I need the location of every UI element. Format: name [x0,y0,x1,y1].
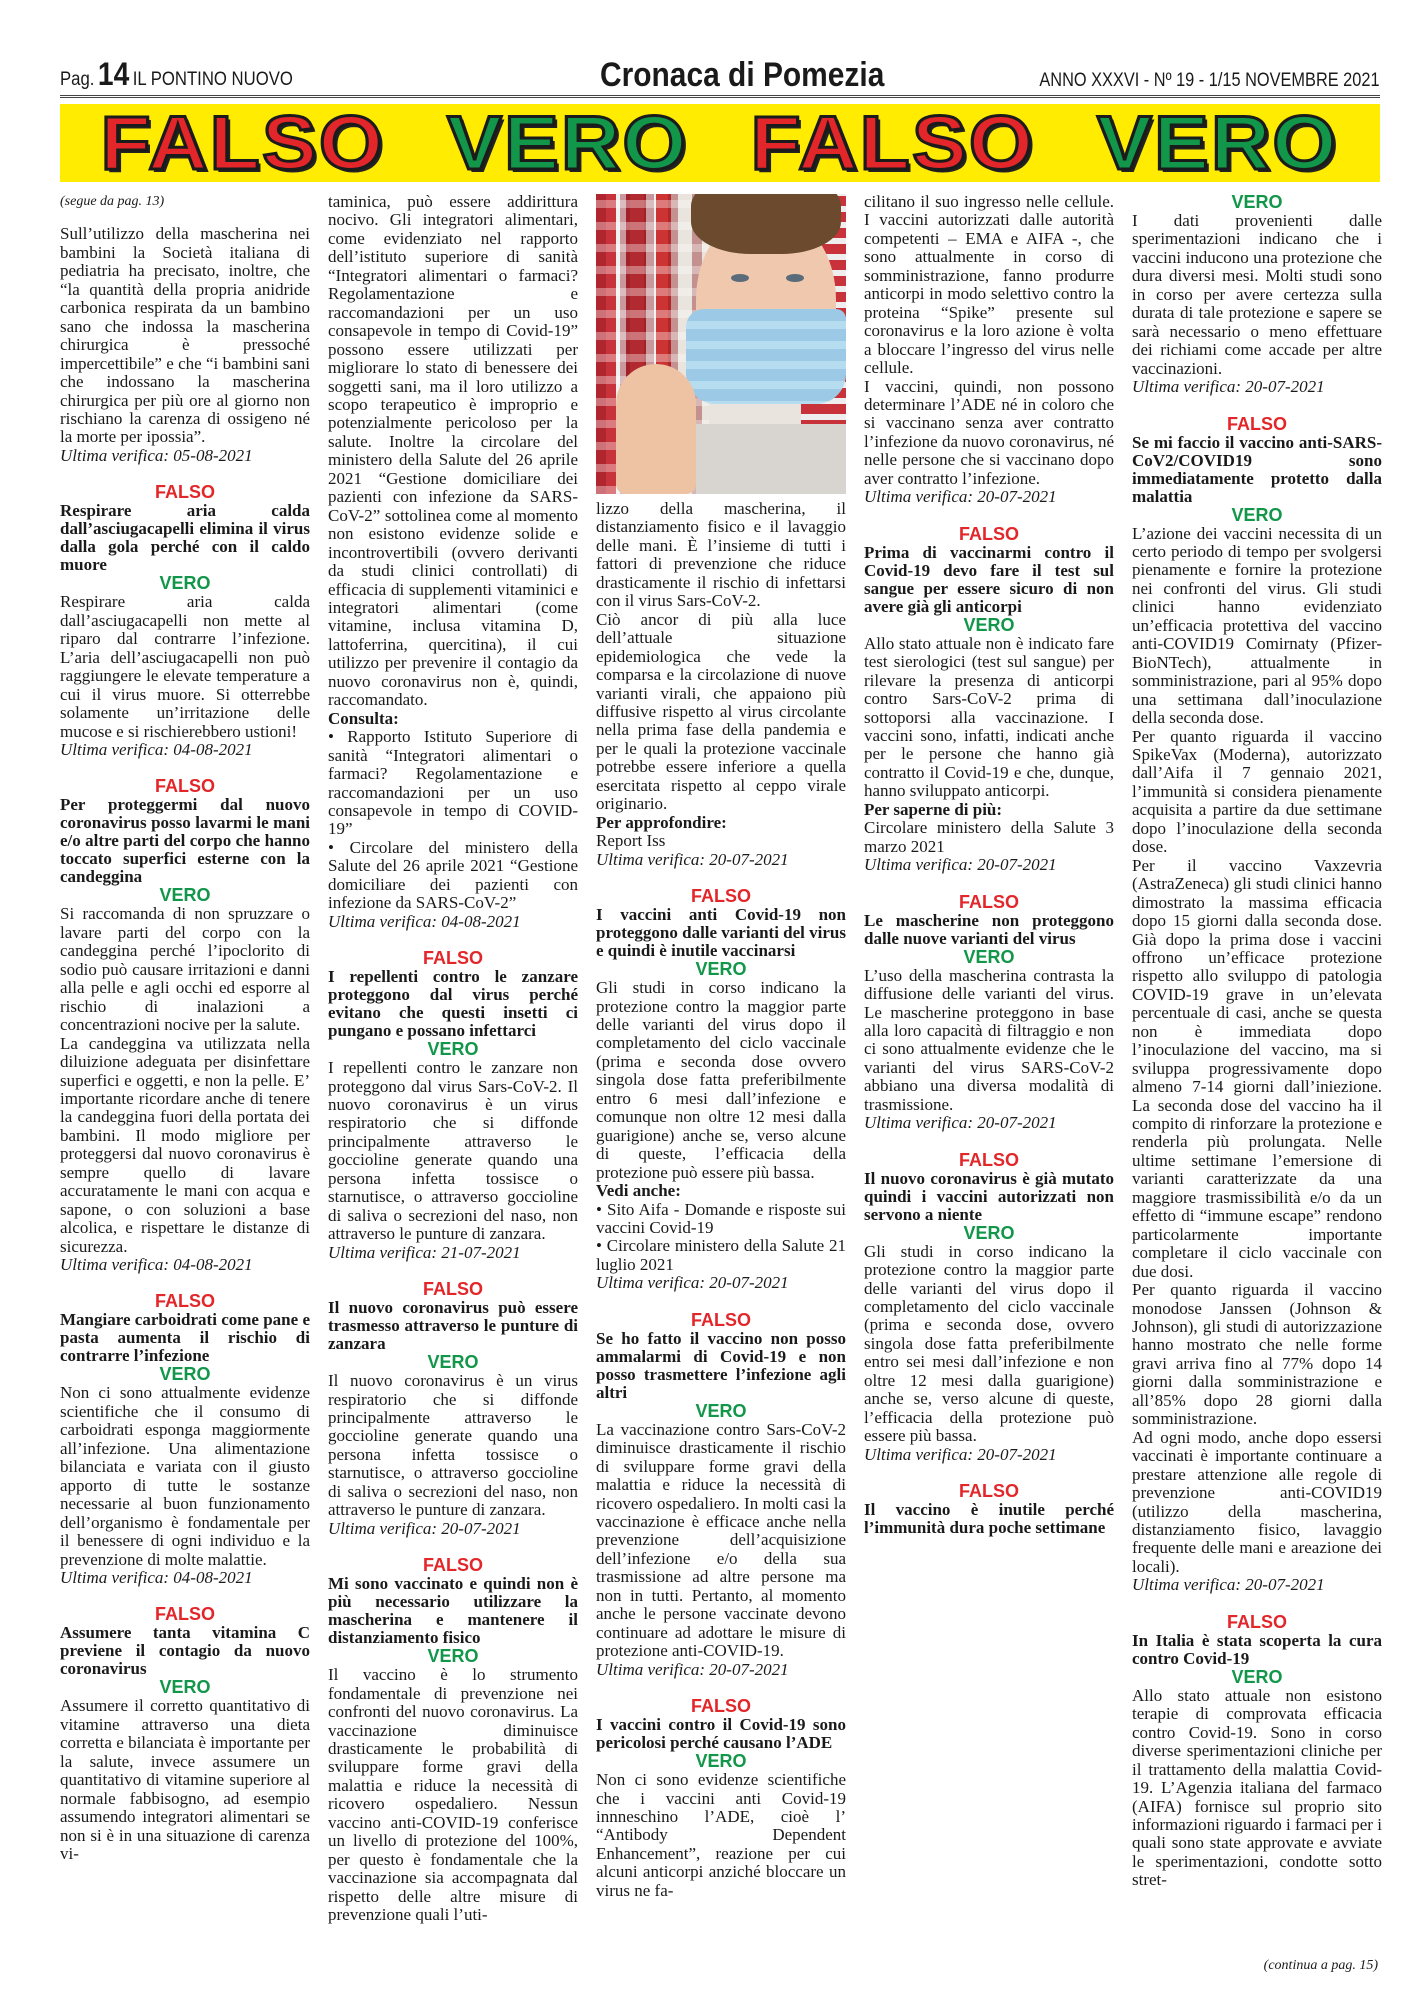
issue-info: ANNO XXXVI - Nº 19 - 1/15 NOVEMBRE 2021 [1039,70,1380,91]
falso-label: FALSO [690,1696,751,1717]
claim-headline: In Italia è stata scoperta la cura contro Covid-19 [1132,1630,1382,1668]
hair [691,194,841,254]
vero-label: VERO [963,1222,1015,1243]
falso-label: FALSO [958,891,1019,912]
paragraph: • Sito Aifa - Domande e risposte sui vaccini Covid-19 [596,1199,846,1237]
hand [616,364,696,494]
banner-word: VERO [446,100,689,186]
publication-name: IL PONTINO NUOVO [132,69,293,90]
paragraph: Non ci sono attualmente evidenze scientifiche che il consumo di carboidrati esponga maggiormente all’infezione. Una alimentazione bilanciata e variata con il giusto apporto di tutte le sostanze necessarie al buon funzionamento dell’organismo è fondamentale per il benessere di ogni individuo e la prevenzione di molte malattie. [60,1383,310,1569]
vero-label: VERO [427,1646,479,1667]
vero-label: VERO [159,573,211,594]
paragraph: Gli studi in corso indicano la protezione contro la maggior parte delle varianti del virus dopo il completamento del ciclo vaccinale (prima e seconda dose, ovvero singola dose fatta preferibilmente entro sei mesi dall’infezione e non oltre 12 mesi dalla guarigione) anche se, verso alcune di queste, l’efficacia della protezione può essere più bassa. [864,1241,1114,1446]
falso-label: FALSO [690,1309,751,1330]
paragraph: Respirare aria calda dall’asciugacapelli non mette al riparo dal contrarre l’infezione. L’aria dell’asciugacapelli non può raggiungere le elevate temperature a cui il virus muore. Si otterrebbe solamente un’irritazione delle mucose e si rischierebbero ustioni! [60,592,310,741]
last-verified-date: Ultima verifica: 20-07-2021 [864,1444,1057,1464]
surgical-mask [686,309,846,404]
vero-label: VERO [963,614,1015,635]
subheading: Per saperne di più: [864,799,1003,819]
claim-headline: Mi sono vaccinato e quindi non è più necessario utilizzare la mascherina e mantenere il distanziamento fisico [328,1574,578,1648]
continued-from-note: (segue da pag. 13) [60,194,165,209]
last-verified-date: Ultima verifica: 20-07-2021 [864,855,1057,875]
falso-label: FALSO [1226,1611,1287,1632]
claim-headline: Il nuovo coronavirus può essere trasmesso attraverso le punture di zanzara [328,1298,578,1354]
paragraph: cilitano il suo ingresso nelle cellule. I vaccini autorizzati dalle autorità competenti – EMA e AIFA -, che sono attualmente in corso di somministrazione, fanno produrre anticorpi in modo selettivo contro la proteina “Spike” presente sul coronavirus e la loro azione è volta a bloccare l’ingresso del virus nelle cellule. [864,192,1114,378]
last-verified-date: Ultima verifica: 20-07-2021 [328,1518,521,1538]
last-verified-date: Ultima verifica: 21-07-2021 [328,1242,521,1262]
paragraph: Il vaccino è lo strumento fondamentale di prevenzione nei confronti del nuovo coronavirus. La vaccinazione diminuisce drasticamente le probabilità di sviluppare forme gravi della malattia e riduce la necessità di ricovero ospedaliero. Nessun vaccino anti-COVID-19 conferisce un livello di protezione del 100%, per questo è fondamentale che la vaccinazione sia accompagnata dal rispetto delle altre misure di prevenzione quali l’uti- [328,1665,578,1925]
paragraph: Ad ogni modo, anche dopo essersi vaccinati è importante continuare a prestare attenzione alle regole di prevenzione anti-COVID19 (utilizzo della mascherina, distanziamento fisico, lavaggio frequente delle mani e areazione dei locali). [1132,1427,1382,1576]
child-with-mask-photo [596,194,846,494]
paragraph: I dati provenienti dalle sperimentazioni indicano che i vaccini inducono una protezione che dura diversi mesi. Molti studi sono in corso per avere certezza sulla durata di tale protezione e sapere se sarà necessario o meno effettuare dei richiami come accade per altre vaccinazioni. [1132,211,1382,378]
vero-label: VERO [159,885,211,906]
falso-label: FALSO [958,523,1019,544]
claim-headline: Se ho fatto il vaccino non posso ammalarmi di Covid-19 e non posso trasmettere l’infezione agli altri [596,1328,846,1402]
claim-headline: Mangiare carboidrati come pane e pasta aumenta il rischio di contrarre l’infezione [60,1310,310,1366]
falso-label: FALSO [422,1555,483,1576]
falso-label: FALSO [154,482,215,503]
paragraph: L’uso della mascherina contrasta la diffusione delle varianti del virus. Le mascherine proteggono in base alla loro capacità di filtraggio e non ci sono attualmente evidenze che le varianti del virus SARS-CoV-2 abbiano una diversa modalità di trasmissione. [864,965,1114,1114]
claim-headline: Le mascherine non proteggono dalle nuove varianti del virus [864,910,1114,948]
column-4 [864,193,1114,1537]
eye [731,274,749,282]
paragraph: L’azione dei vaccini necessita di un certo periodo di tempo per svolgersi pienamente e fornire la protezione nei confronti del virus. Gli studi clinici hanno evidenziato un’efficacia protettiva del vaccino anti-COVID19 Comirnaty (Pfizer-BioNTech), attualmente in somministrazione, pari al 95% dopo una settimana dall’inoculazione della seconda dose. [1132,523,1382,728]
falso-label: FALSO [154,1604,215,1625]
falso-label: FALSO [422,948,483,969]
vero-label: VERO [159,1364,211,1385]
vero-label: VERO [159,1677,211,1698]
claim-headline: Prima di vaccinarmi contro il Covid-19 devo fare il test sul sangue per essere sicuro di non avere già gli anticorpi [864,542,1114,616]
paragraph: La candeggina va utilizzata nella diluizione adeguata per disinfettare superfici e oggetti, e non la pelle. E’ importante ricordare anche di tenere la candeggina fuori della portata dei bambini. Il modo migliore per proteggersi dal nuovo coronavirus è sempre quello di lavare accuratamente le mani con acqua e sapone, o con soluzioni a base alcolica, e rispettare le distanze di sicurezza. [60,1033,310,1256]
vero-label: VERO [1231,504,1283,525]
claim-headline: I vaccini contro il Covid-19 sono pericolosi perché causano l’ADE [596,1715,846,1753]
paragraph: Allo stato attuale non esistono terapie di comprovata efficacia contro Covid-19. Sono in corso diverse sperimentazioni cliniche per il trattamento della malattia Covid-19. L’Agenzia italiana del farmaco (AIFA) fornisce sul proprio sito informazioni riguardo i farmaci per i quali sono state approvate e avviate le sperimentazioni, condotte sotto stret- [1132,1685,1382,1890]
last-verified-date: Ultima verifica: 04-08-2021 [60,1255,253,1275]
falso-label: FALSO [958,1481,1019,1502]
claim-headline: Per proteggermi dal nuovo coronavirus posso lavarmi le mani e/o altre parti del corpo che hanno toccato superfici esterne con la candeggina [60,795,310,887]
last-verified-date: Ultima verifica: 20-07-2021 [596,1659,789,1679]
page-header [60,58,1380,98]
eye [786,274,804,282]
paragraph: Ciò ancor di più alla luce dell’attuale situazione epidemiologica che vede la comparsa e la circolazione di nuove varianti virali, che appaiono più diffusive rispetto al virus circolante nella prima fase della pandemia e per le quali la protezione vaccinale potrebbe essere inferiore a quella esercitata rispetto al ceppo virale originario. [596,609,846,814]
paragraph: Il nuovo coronavirus è un virus respiratorio che si diffonde principalmente attraverso le goccioline generate quando una persona infetta tossisce o starnutisce, o attraverso goccioline di saliva o secrezioni del naso, non attraverso le punture di zanzara. [328,1371,578,1520]
paragraph: • Rapporto Istituto Superiore di sanità “Integratori alimentari o farmaci? Regolamentazione e raccomandazioni per un uso consapevole in tempo di COVID-19” [328,727,578,839]
claim-headline: I repellenti contro le zanzare proteggono dal virus perché evitano che questi insetti ci pungano e possano infettarci [328,967,578,1041]
banner-word: VERO [1096,100,1339,186]
pag-label: Pag. [60,69,95,90]
page-info [60,56,293,93]
paragraph: • Circolare ministero della Salute 21 luglio 2021 [596,1236,846,1274]
last-verified-date: Ultima verifica: 04-08-2021 [328,911,521,931]
claim-headline: Il nuovo coronavirus è già mutato quindi i vaccini autorizzati non servono a niente [864,1168,1114,1224]
banner-word: FALSO [100,100,385,186]
vero-label: VERO [1231,192,1283,212]
column-5 [1132,193,1382,1890]
claim-headline: Il vaccino è inutile perché l’immunità dura poche settimane [864,1500,1114,1538]
column-1 [60,193,310,1864]
paragraph: Circolare ministero della Salute 3 marzo 2021 [864,818,1114,856]
paragraph: taminica, può essere addirittura nocivo. Gli integratori alimentari, come evidenziato nel rapporto dell’istituto superiore di sanità “Integratori alimentari o farmaci? Regolamentazione e raccomandazioni per un uso consapevole in tempo di Covid-19” possono essere utilizzati per migliorare lo stato di benessere dei soggetti sani, ma il loro utilizzo a scopo terapeutico è improprio e potenzialmente pericoloso per la salute. Inoltre la circolare del ministero della Salute del 26 aprile 2021 “Gestione domiciliare dei pazienti con infezione da SARS-CoV-2” sottolinea come al momento non esistono evidenze solide e incontrovertibili (ovvero derivanti da studi clinici controllati) di efficacia di supplementi vitaminici e integratori alimentari (come vitamine, inclusa vitamina D, lattoferrina, quercitina), il cui utilizzo per prevenire il contagio da nuovo coronavirus non è, quindi, raccomandato. [328,192,578,710]
subheading: Per approfondire: [596,812,727,832]
claim-headline: Respirare aria calda dall’asciugacapelli elimina il virus dalla gola perché con il caldo muore [60,501,310,575]
paragraph: Allo stato attuale non è indicato fare test sierologici (test sul sangue) per rilevare la presenza di anticorpi contro Sars-CoV-2 prima di sottoporsi alla vaccinazione. I vaccini sono, infatti, indicati anche per le persone che hanno già contratto il Covid-19 e che, dunque, hanno sviluppato anticorpi. [864,633,1114,801]
page-number: 14 [97,56,130,92]
paragraph: Gli studi in corso indicano la protezione contro la maggior parte delle varianti del virus dopo il completamento del ciclo vaccinale (prima e seconda dose ovvero singola dose fatta preferibilmente entro 6 mesi dall’infezione e comunque non oltre 12 mesi dalla guarigione) anche se, verso alcune di queste, l’efficacia della protezione può essere più bassa. [596,978,846,1182]
paragraph: • Circolare del ministero della Salute del 26 aprile 2021 “Gestione domiciliare dei pazienti con infezione da SARS-CoV-2” [328,837,578,913]
paragraph: I vaccini, quindi, non possono determinare l’ADE né in coloro che si vaccinano senza aver contratto l’infezione da nuovo coronavirus, né nelle persone che si vaccinano dopo aver contratto l’infezione. [864,376,1114,488]
last-verified-date: Ultima verifica: 20-07-2021 [864,487,1057,507]
paragraph: Per quanto riguarda il vaccino SpikeVax (Moderna), autorizzato dall’Aifa il 7 gennaio 2021, l’immunità si considera pienamente acquisita a partire da due settimane dopo l’inoculazione della seconda dose. [1132,726,1382,857]
falso-label: FALSO [422,1279,483,1300]
falso-vero-banner [60,100,1380,186]
vero-label: VERO [1231,1666,1283,1687]
claim-headline: Assumere tanta vitamina C previene il contagio da nuovo coronavirus [60,1623,310,1679]
paragraph: Assumere il corretto quantitativo di vitamine attraverso una dieta corretta e bilanciata è importante per la salute, invece assumere un quantitativo di vitamine superiore al normale fabbisogno, ad esempio assumendo integratori alimentari se non si è in una situazione di carenza vi- [60,1696,310,1864]
paragraph: Sull’utilizzo della mascherina nei bambini la Società italiana di pediatria ha precisato, inoltre, che “la quantità della propria anidride carbonica respirata da un bambino sano che indossa la mascherina chirurgica è pressoché impercettibile” e che “i bambini sani che indossano la mascherina chirurgica per più ore al giorno non rischiano la carenza di ossigeno né la morte per ipossia”. [60,224,310,447]
column-2 [328,193,578,1925]
paragraph: La vaccinazione contro Sars-CoV-2 diminuisce drasticamente il rischio di sviluppare forme gravi della malattia e riduce la necessità di ricovero ospedaliero. In molti casi la vaccinazione è efficace anche nella prevenzione dell’acquisizione dell’infezione e/o della sua trasmissione ad altre persone ma non in tutti. Pertanto, al momento anche le persone vaccinate devono continuare ad adottare le misure di protezione anti-COVID-19. [596,1419,846,1661]
banner-word: FALSO [750,100,1035,186]
falso-label: FALSO [958,1149,1019,1170]
last-verified-date: Ultima verifica: 05-08-2021 [60,445,253,465]
paragraph: Si raccomanda di non spruzzare o lavare parti del corpo con la candeggina perché l’ipoclorito di sodio può causare irritazioni e danni alla pelle e agli occhi ed esporre al rischio di inalazioni a concentrazioni nocive per la salute. [60,904,310,1035]
subheading: Vedi anche: [596,1181,681,1201]
falso-label: FALSO [154,1291,215,1312]
last-verified-date: Ultima verifica: 20-07-2021 [1132,1575,1325,1595]
section-title: Cronaca di Pomezia [600,56,885,94]
claim-headline: Se mi faccio il vaccino anti-SARS-CoV2/COVID19 sono immediatamente protetto dalla malattia [1132,432,1382,506]
vero-label: VERO [427,1352,479,1373]
vero-label: VERO [427,1039,479,1060]
last-verified-date: Ultima verifica: 20-07-2021 [596,849,789,869]
column-3 [596,500,846,1900]
paragraph: Per quanto riguarda il vaccino monodose Janssen (Johnson & Johnson), gli studi di autorizzazione hanno mostrato che nelle forme gravi arriva fino al 77% dopo 14 giorni dalla somministrazione e all’85% dopo 28 giorni dalla somministrazione. [1132,1280,1382,1429]
last-verified-date: Ultima verifica: 20-07-2021 [864,1113,1057,1133]
last-verified-date: Ultima verifica: 04-08-2021 [60,739,253,759]
vero-label: VERO [963,946,1015,967]
shirt [696,424,846,494]
continued-note: (continua a pag. 15) [1263,1958,1378,1973]
paragraph: lizzo della mascherina, il distanziamento fisico e il lavaggio delle mani. È l’insieme di tutti i fattori di prevenzione che riduce drasticamente il rischio di infettarsi con il virus Sars-CoV-2. [596,499,846,611]
paragraph: Non ci sono evidenze scientifiche che i vaccini anti Covid-19 innneschino l’ADE, cioè l’ “Antibody Dependent Enhancement”, reazione per cui alcuni anticorpi anziché bloccare un virus ne fa- [596,1770,846,1900]
paragraph: Per il vaccino Vaxzevria (AstraZeneca) gli studi clinici hanno dimostrato la massima efficacia dopo 15 giorni dalla seconda dose. Già dopo la prima dose i vaccini offrono un’efficace protezione rispetto allo sviluppo di patologia COVID-19 grave in un’elevata percentuale di casi, anche se questa non è immediata dopo l’inoculazione del vaccino, ma si sviluppa progressivamente dopo almeno 7-14 giorni dall’iniezione. La seconda dose del vaccino ha il compito di rinforzare la protezione e renderla più prolungata. Nelle ultime settimane l’emersione di varianti caratterizzate da una maggiore trasmissibilità e/o da un effetto di “immune escape” rendono particolarmente importante completare il ciclo vaccinale con due dosi. [1132,855,1382,1281]
last-verified-date: Ultima verifica: 20-07-2021 [596,1273,789,1293]
vero-label: VERO [695,1400,747,1421]
last-verified-date: Ultima verifica: 20-07-2021 [1132,377,1325,397]
claim-headline: I vaccini anti Covid-19 non proteggono dalle varianti del virus e quindi è inutile vaccinarsi [596,905,846,961]
falso-label: FALSO [154,776,215,797]
vero-label: VERO [695,1751,747,1772]
subheading: Consulta: [328,708,399,728]
paragraph: I repellenti contro le zanzare non proteggono dal virus Sars-CoV-2. Il nuovo coronavirus è un virus respiratorio che si diffonde principalmente attraverso le goccioline generate quando una persona infetta tossisce o starnutisce, o attraverso goccioline di saliva o secrezioni del naso, non attraverso le punture di zanzara. [328,1058,578,1244]
vero-label: VERO [695,959,747,980]
falso-label: FALSO [690,886,751,907]
falso-label: FALSO [1226,413,1287,434]
last-verified-date: Ultima verifica: 04-08-2021 [60,1568,253,1588]
paragraph: Report Iss [596,831,666,851]
